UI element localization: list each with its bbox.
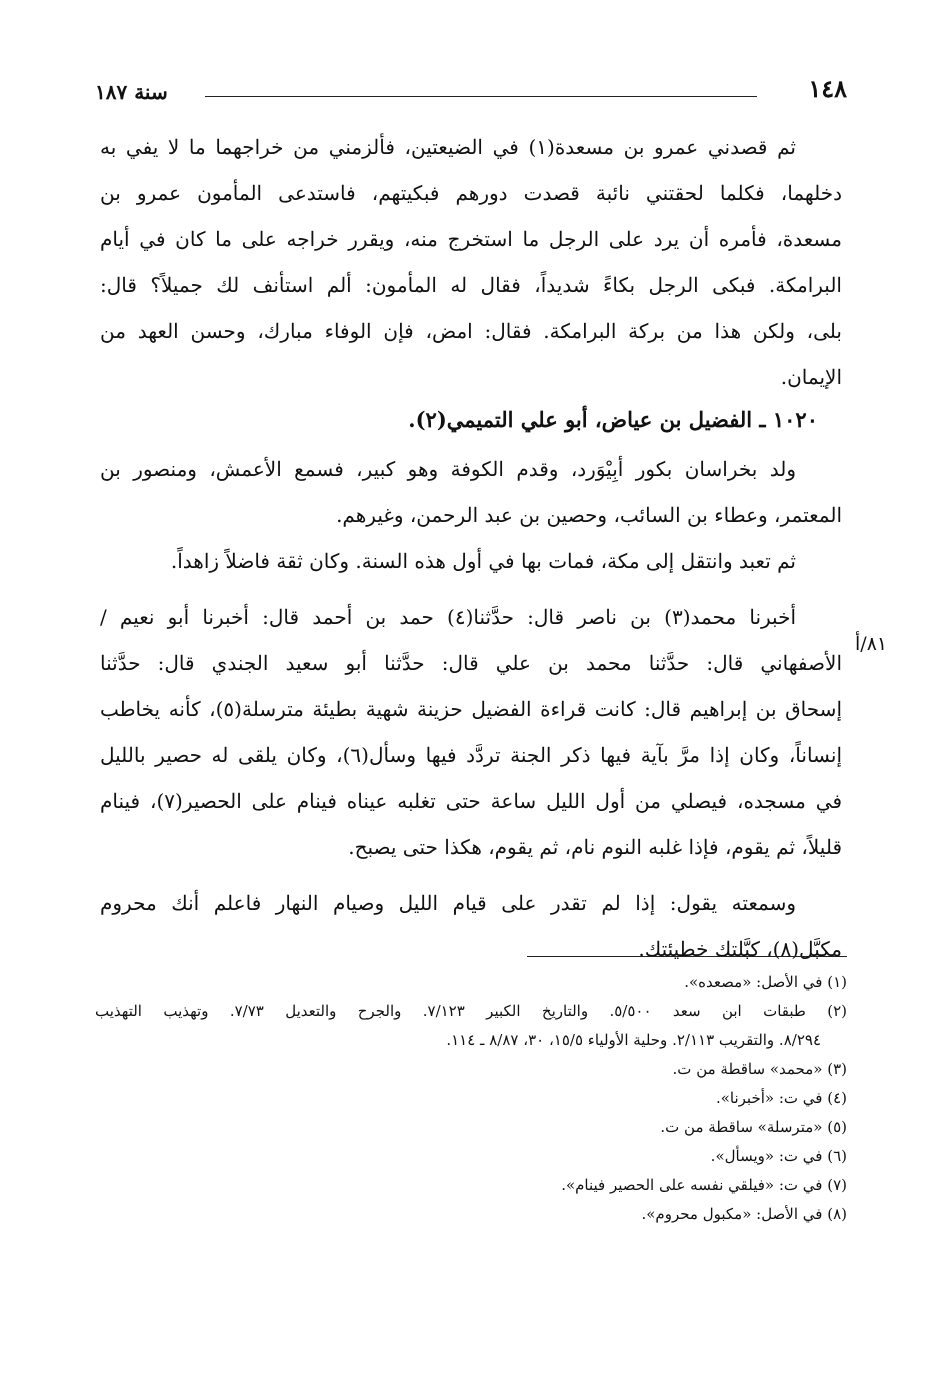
text-line: دخلهما، فكلما لحقتني نائبة قصدت دورهم فبكيتهم، فاستدعى المأمون عمرو بن <box>100 181 842 205</box>
text-line: ولد بخراسان بكور أبِيْوَرد، وقدم الكوفة وهو كبير، فسمع الأعمش، ومنصور بن <box>100 457 796 481</box>
entry-heading: ١٠٢٠ ـ الفضيل بن عياض، أبو علي التميمي(٢). <box>408 407 818 432</box>
text-line: البرامكة. فبكى الرجل بكاءً شديداً، فقال له المأمون: ألم استأنف لك جميلاً؟ قال: <box>100 273 842 297</box>
footnotes <box>95 968 847 1229</box>
text-line: أخبرنا محمد(٣) بن ناصر قال: حدَّثنا(٤) حمد بن أحمد قال: أخبرنا أبو نعيم / <box>100 605 797 629</box>
text-line: الإيمان. <box>780 365 842 389</box>
text-line: مسعدة، فأمره أن يرد على الرجل ما استخرج منه، ويقرر خراجه على ما كان في أيام <box>100 227 842 251</box>
main-text <box>100 124 842 972</box>
text-line: وسمعته يقول: إذا لم تقدر على قيام الليل وصيام النهار فاعلم أنك محروم <box>100 891 796 915</box>
text-line: الأصفهاني قال: حدَّثنا محمد بن علي قال: حدَّثنا أبو سعيد الجندي قال: حدَّثنا <box>100 651 842 675</box>
footnote-continuation: ٨/٢٩٤. والتقريب ٢/١١٣. وحلية الأولياء ١٥/٥، ٣٠، ٨/٨٧ ـ ١١٤. <box>446 1031 821 1049</box>
text-line: إسحاق بن إبراهيم قال: كانت قراءة الفضيل حزينة شهية بطيئة مترسلة(٥)، كأنه يخاطب <box>100 697 842 721</box>
footnote-separator <box>527 956 847 957</box>
page-number: ١٤٨ <box>808 74 847 103</box>
text-line: ثم قصدني عمرو بن مسعدة(١) في الضيعتين، فألزمني من خراجهما ما لا يفي به <box>100 135 796 159</box>
footnote: (٧) في ت: «فيلقي نفسه على الحصير فينام». <box>561 1176 847 1194</box>
text-line: ثم تعبد وانتقل إلى مكة، فمات بها في أول هذه السنة. وكان ثقة فاضلاً زاهداً. <box>170 549 796 573</box>
page-header <box>95 74 847 114</box>
footnote: (٨) في الأصل: «مكبول محروم». <box>641 1205 847 1223</box>
text-line: إنساناً، وكان إذا مرَّ بآية فيها ذكر الجنة تردَّد فيها وسأل(٦)، وكان يلقى له حصير بالليل <box>100 743 843 767</box>
manuscript-folio-marker: ٨١/أ <box>855 633 888 655</box>
footnote: (٢) طبقات ابن سعد ٥/٥٠٠. والتاريخ الكبير ٧/١٢٣. والجرح والتعديل ٧/٧٣. وتهذيب التهذيب <box>95 1002 847 1020</box>
text-line: قليلاً، ثم يقوم، فإذا غلبه النوم نام، ثم يقوم، هكذا حتى يصبح. <box>348 835 842 859</box>
footnote: (١) في الأصل: «مصعده». <box>684 973 847 991</box>
running-head-year: سنة ١٨٧ <box>95 80 168 104</box>
footnote: (٦) في ت: «ويسأل». <box>710 1147 847 1165</box>
footnote: (٥) «مترسلة» ساقطة من ت. <box>660 1118 847 1136</box>
footnote: (٣) «محمد» ساقطة من ت. <box>672 1060 847 1078</box>
text-line: مكبَّل(٨)، كبَّلتك خطيئتك. <box>638 937 842 961</box>
text-line: بلى، ولكن هذا من بركة البرامكة. فقال: امض، فإن الوفاء مبارك، وحسن العهد من <box>100 319 842 343</box>
footnote: (٤) في ت: «أخبرنا». <box>715 1089 847 1107</box>
header-rule <box>205 96 757 97</box>
text-line: في مسجده، فيصلي من أول الليل ساعة حتى تغلبه عيناه فينام على الحصير(٧)، فينام <box>100 789 843 813</box>
text-line: المعتمر، وعطاء بن السائب، وحصين بن عبد الرحمن، وغيرهم. <box>336 503 842 527</box>
